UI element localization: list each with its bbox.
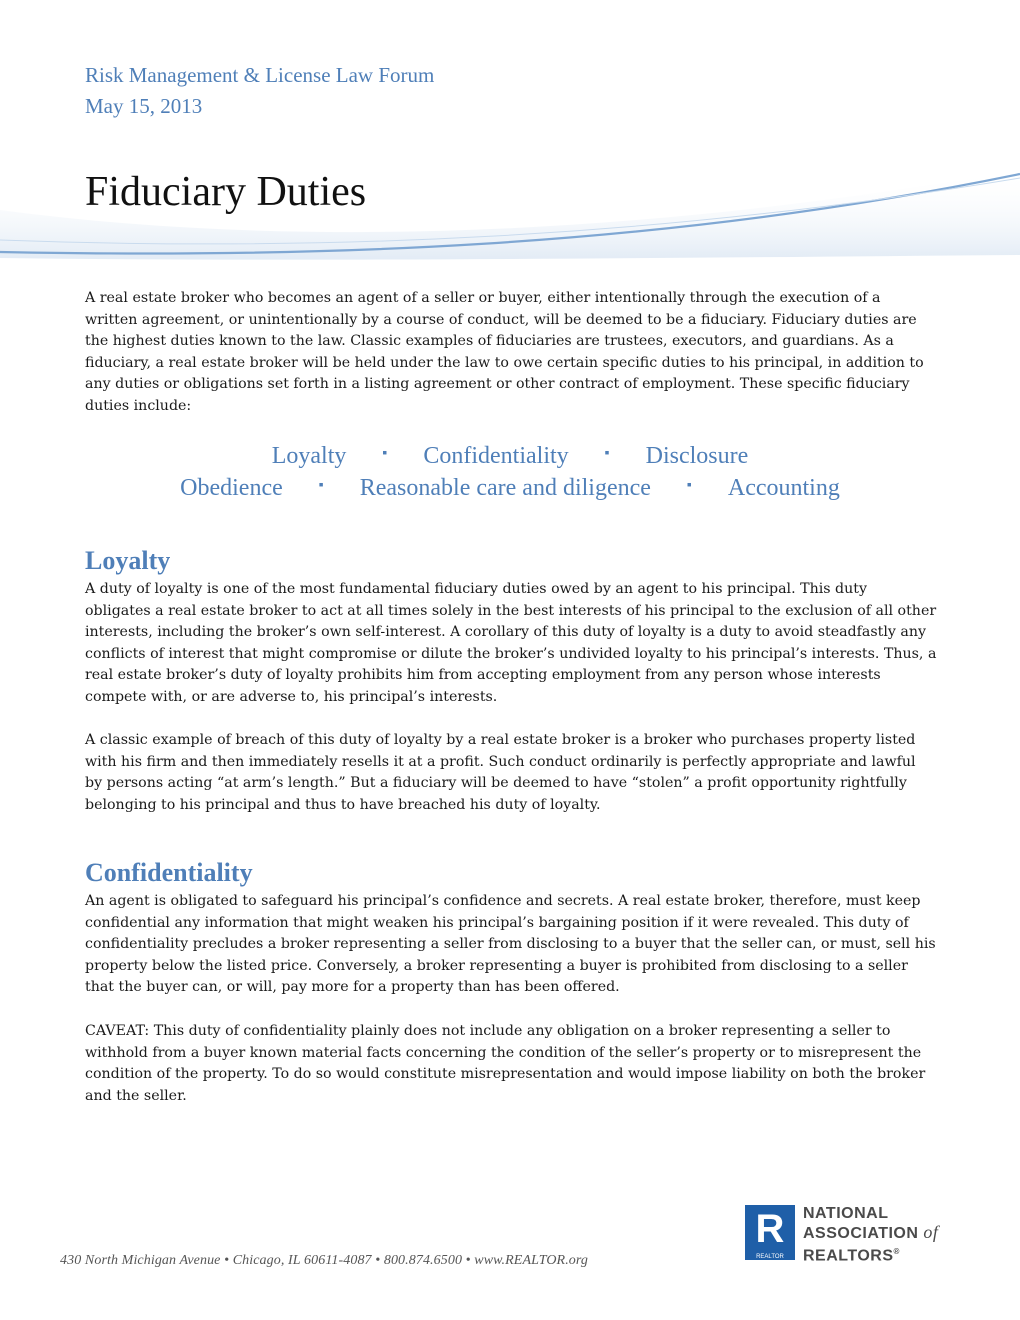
confidentiality-paragraph-1: An agent is obligated to safeguard his principal’s confidence and secrets. A real estate broker, therefore, must keep confidential any information that might weaken his principal’s bargaining position if it were revealed. This duty of confidentiality precludes a broker representing a seller from disclosing to a buyer that the seller can, or must, sell his property below the listed price. Conversely, a broker representing a buyer is prohibited from disclosing to a seller that the buyer can, or will, pay more for a property than has been offered. — [85, 893, 936, 996]
logo-line-2: ASSOCIATION of — [803, 1222, 939, 1242]
duties-row-2 — [0, 472, 1020, 504]
realtor-r-logo-icon — [745, 1205, 795, 1260]
loyalty-paragraph-2: A classic example of breach of this duty of loyalty by a real estate broker is a broker who purchases property listed with his firm and then immediately resells it at a profit. Such conduct ordinarily is perfectly appropriate and lawful by persons acting “at arm’s length.” But a fiduciary will be deemed to have “stolen” a profit opportunity rightfully belonging to his principal and thus to have breached his duty of loyalty. — [85, 732, 916, 813]
document-header — [85, 60, 434, 122]
duty-obedience: Obedience — [180, 474, 283, 501]
page-title: Fiduciary Duties — [85, 169, 367, 215]
duty-disclosure: Disclosure — [645, 442, 749, 469]
footer-address: 430 North Michigan Avenue • Chicago, IL 60611-4087 • 800.874.6500 • www.REALTOR.org — [60, 1253, 589, 1268]
bullet-separator: ▪ — [318, 478, 324, 493]
intro-paragraph: A real estate broker who becomes an agent of a seller or buyer, either intentionally through the execution of a written agreement, or unintentionally by a course of conduct, will be deemed to be a fiduciary. Fiduciary duties are the highest duties known to the law. Classic examples of fiduciaries are trustees, executors, and guardians. As a fiduciary, a real estate broker will be held under the law to owe certain specific duties to his principal, in addition to any duties or obligations set forth in a listing agreement or other contract of employment. These specific fiduciary duties include: — [85, 290, 924, 414]
nar-logo — [745, 1205, 975, 1267]
logo-wordmark — [803, 1205, 938, 1265]
bullet-separator: ▪ — [686, 478, 692, 493]
forum-name: Risk Management & License Law Forum — [85, 63, 435, 87]
duty-loyalty: Loyalty — [271, 442, 347, 469]
loyalty-paragraph-1: A duty of loyalty is one of the most fundamental fiduciary duties owed by an agent to his principal. This duty obligates a real estate broker to act at all times solely in the best interests of his principal to the exclusion of all other interests, including the broker’s own self-interest. A corollary of this duty of loyalty is a duty to avoid steadfastly any conflicts of interest that might compromise or dilute the broker’s undivided loyalty to his principal’s interests. Thus, a real estate broker’s duty of loyalty prohibits him from accepting employment from any person whose interests compete with, or are adverse to, his principal’s interests. — [85, 581, 937, 705]
logo-letter: R — [755, 1207, 785, 1251]
duty-confidentiality: Confidentiality — [423, 442, 569, 469]
logo-line-1: NATIONAL — [803, 1205, 889, 1222]
bullet-separator: ▪ — [382, 446, 388, 461]
header-swoosh-graphic — [0, 0, 1020, 270]
duty-reasonable-care: Reasonable care and diligence — [359, 474, 651, 501]
confidentiality-paragraph-2: CAVEAT: This duty of confidentiality plainly does not include any obligation on a broker representing a seller to withhold from a buyer known material facts concerning the condition of the seller’s property or to misrepresent the condition of the property. To do so would constitute misrepresentation and would impose liability on both the broker and the seller. — [85, 1023, 926, 1104]
duties-row-1 — [0, 440, 1020, 472]
section-heading-confidentiality: Confidentiality — [85, 858, 253, 887]
logo-small-text: REALTOR — [756, 1254, 784, 1260]
section-heading-loyalty: Loyalty — [85, 546, 171, 575]
bullet-separator: ▪ — [604, 446, 610, 461]
logo-line-3: REALTORS® — [803, 1247, 900, 1265]
duties-list — [0, 440, 1020, 504]
forum-date: May 15, 2013 — [85, 94, 203, 118]
duty-accounting: Accounting — [727, 474, 840, 501]
